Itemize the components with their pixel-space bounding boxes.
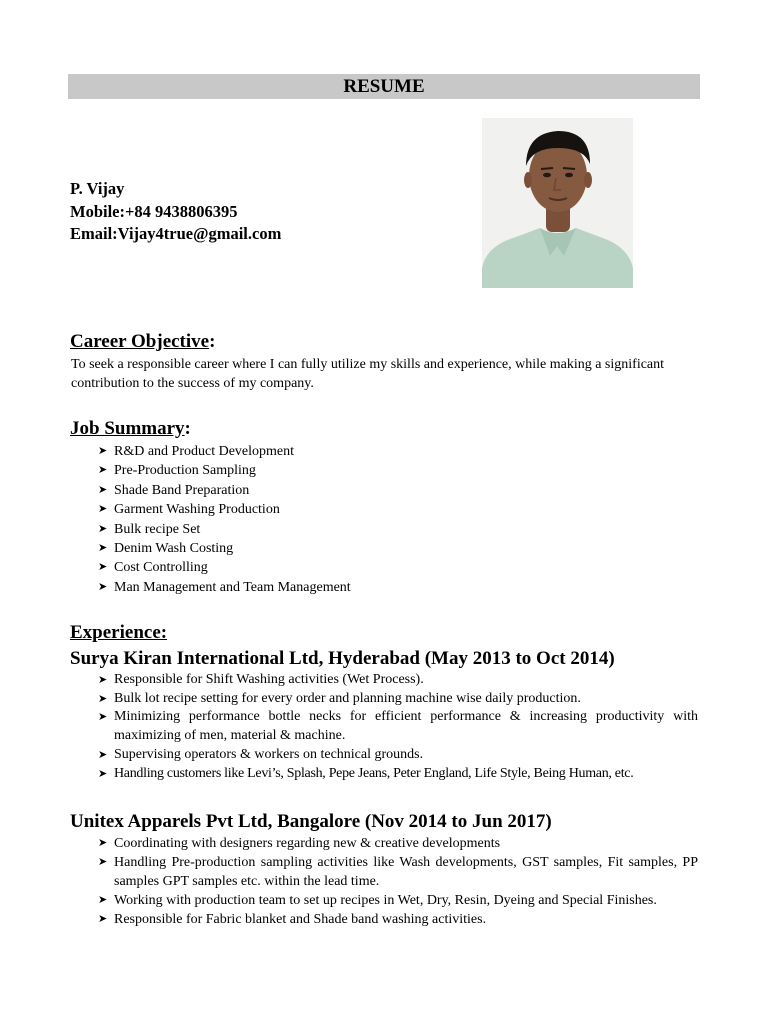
list-item-text: Man Management and Team Management <box>114 579 351 595</box>
arrowhead-bullet-icon: ➤ <box>98 692 108 705</box>
job-duties-surya-kiran <box>98 671 698 783</box>
arrowhead-bullet-icon: ➤ <box>98 561 108 574</box>
list-item <box>98 891 698 910</box>
arrowhead-bullet-icon: ➤ <box>98 542 108 555</box>
career-objective-text: To seek a responsible career where I can fully utilize my skills and experience, while making a significant contribution to the success of my company. <box>71 357 665 391</box>
candidate-name: P. Vijay <box>70 179 125 198</box>
experience-heading <box>70 622 167 644</box>
list-item-text: Handling customers like Levi’s, Splash, Pepe Jeans, Peter England, Life Style, Being Human, etc. <box>114 765 634 781</box>
arrowhead-bullet-icon: ➤ <box>98 483 108 496</box>
email-address: Email:Vijay4true@gmail.com <box>70 224 282 243</box>
resume-title-banner <box>68 74 700 99</box>
list-item <box>98 708 698 745</box>
list-item-text: Pre-Production Sampling <box>114 463 256 479</box>
arrowhead-bullet-icon: ➤ <box>98 522 108 535</box>
arrowhead-bullet-icon: ➤ <box>98 503 108 516</box>
job-title-unitex: Unitex Apparels Pvt Ltd, Bangalore (Nov 2014 to Jun 2017) <box>70 811 552 832</box>
list-item <box>98 481 351 500</box>
list-item-text: Coordinating with designers regarding new & creative developments <box>114 836 501 851</box>
experience-heading-text: Experience: <box>70 622 168 643</box>
list-item-text: Responsible for Fabric blanket and Shade band washing activities. <box>114 912 487 927</box>
career-objective-heading <box>70 331 215 353</box>
arrowhead-bullet-icon: ➤ <box>98 894 108 906</box>
profile-photo-image <box>482 118 633 288</box>
list-item <box>98 746 698 765</box>
arrowhead-bullet-icon: ➤ <box>98 674 108 686</box>
list-item <box>98 853 698 891</box>
list-item <box>98 500 351 519</box>
contact-block <box>70 178 281 246</box>
list-item <box>98 578 351 597</box>
arrowhead-bullet-icon: ➤ <box>98 711 108 724</box>
list-item-text: Bulk lot recipe setting for every order and planning machine wise daily production. <box>114 690 581 706</box>
career-objective-heading-colon: : <box>209 331 216 352</box>
list-item <box>98 461 351 480</box>
arrowhead-bullet-icon: ➤ <box>98 445 108 457</box>
list-item <box>98 690 698 709</box>
list-item-text: Denim Wash Costing <box>114 541 234 557</box>
arrowhead-bullet-icon: ➤ <box>98 464 108 477</box>
profile-photo <box>482 118 633 288</box>
job-title-surya-kiran: Surya Kiran International Ltd, Hyderabad (May 2013 to Oct 2014) <box>70 648 615 669</box>
job-duties-unitex <box>98 834 698 929</box>
arrowhead-bullet-icon: ➤ <box>98 748 108 761</box>
list-item-text: Supervising operators & workers on technical grounds. <box>114 746 424 762</box>
list-item-text: Cost Controlling <box>114 560 208 576</box>
list-item-text: Handling Pre-production sampling activities like Wash developments, GST samples, Fit samples, PP samples GPT samples etc. within the lead time. <box>114 855 698 889</box>
list-item-text: R&D and Product Development <box>114 444 295 459</box>
list-item <box>98 539 351 558</box>
list-item <box>98 442 351 461</box>
resume-title: RESUME <box>343 76 425 97</box>
list-item <box>98 671 698 690</box>
list-item-text: Responsible for Shift Washing activities (Wet Process). <box>114 672 424 687</box>
list-item-text: Working with production team to set up recipes in Wet, Dry, Resin, Dyeing and Special Finishes. <box>114 893 657 908</box>
job-summary-list <box>98 442 351 597</box>
list-item <box>98 910 698 929</box>
arrowhead-bullet-icon: ➤ <box>98 767 107 780</box>
arrowhead-bullet-icon: ➤ <box>98 856 108 868</box>
arrowhead-bullet-icon: ➤ <box>98 837 108 849</box>
mobile-number: Mobile:+84 9438806395 <box>70 201 238 221</box>
list-item-text: Bulk recipe Set <box>114 521 201 537</box>
list-item-text: Minimizing performance bottle necks for efficient performance & increasing productivity with maximizing of men, material & machine. <box>114 709 698 744</box>
career-objective-heading-text: Career Objective <box>70 331 210 352</box>
list-item-text: Garment Washing Production <box>114 502 280 518</box>
job-summary-heading-colon: : <box>184 418 191 439</box>
job-summary-heading-text: Job Summary <box>70 418 185 439</box>
list-item <box>98 520 351 539</box>
list-item-text: Shade Band Preparation <box>114 482 250 498</box>
list-item <box>98 558 351 577</box>
arrowhead-bullet-icon: ➤ <box>98 580 108 593</box>
list-item <box>98 765 698 784</box>
list-item <box>98 834 698 853</box>
arrowhead-bullet-icon: ➤ <box>98 913 108 925</box>
job-summary-heading <box>70 418 191 440</box>
